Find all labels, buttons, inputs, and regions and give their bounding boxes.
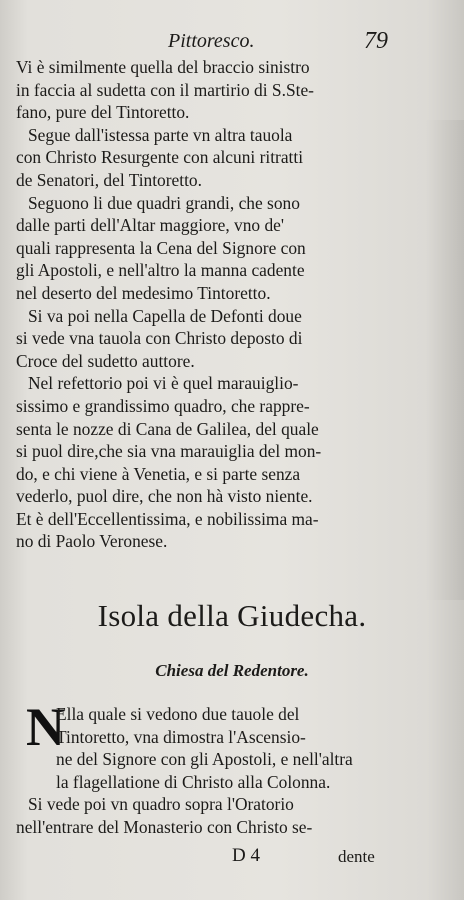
text-line: Ella quale si vedono due tauole del (56, 704, 300, 724)
text-line: in faccia al sudetta con il martirio di S.Ste- (16, 79, 314, 100)
text-line: Et è dell'Eccellentissima, e nobilissima ma- (16, 508, 319, 529)
text-line: con Christo Resurgente con alcuni ritratti (16, 147, 304, 168)
page-number: 79 (364, 28, 388, 54)
text-line: fano, pure del Tintoretto. (16, 102, 190, 123)
drop-cap: N (26, 697, 65, 757)
text-line: Segue dall'istessa parte vn altra tauola (28, 124, 293, 145)
text-line: Tintoretto, vna dimostra l'Ascensio- (56, 726, 306, 747)
text-block-top (16, 56, 428, 553)
text-line: Si va poi nella Capella de Defonti doue (28, 305, 302, 326)
text-line: quali rappresenta la Cena del Signore con (16, 237, 306, 258)
text-line: vederlo, puol dire, che non hà visto niente. (16, 486, 313, 507)
text-line: nell'entrare del Monasterio con Christo se- (16, 816, 313, 837)
text-line: Croce del sudetto auttore. (16, 350, 195, 371)
text-line: de Senatori, del Tintoretto. (16, 169, 202, 190)
text-line: nel deserto del medesimo Tintoretto. (16, 282, 271, 303)
text-line: senta le nozze di Cana de Galilea, del quale (16, 418, 319, 439)
text-line: si puol dire,che sia vna marauiglia del mon- (16, 441, 322, 462)
text-line: Nel refettorio poi vi è quel marauiglio- (28, 373, 299, 394)
subsection-title: Chiesa del Redentore. (155, 661, 309, 680)
catchword: dente (338, 847, 375, 866)
running-head: Pittoresco. (168, 30, 255, 52)
signature-mark: D 4 (232, 845, 260, 866)
section-title: Isola della Giudecha. (97, 598, 367, 633)
text-line: la flagellatione di Christo alla Colonna. (56, 771, 331, 792)
text-line: gli Apostoli, e nell'altro la manna cadente (16, 260, 305, 281)
text-line: Si vede poi vn quadro sopra l'Oratorio (28, 794, 294, 815)
text-line: dalle parti dell'Altar maggiore, vno de' (16, 215, 285, 236)
text-line: no di Paolo Veronese. (16, 531, 168, 552)
text-line: Seguono li due quadri grandi, che sono (28, 192, 300, 213)
text-line: Vi è similmente quella del braccio sinistro (16, 57, 310, 77)
text-line: ne del Signore con gli Apostoli, e nell'altra (56, 749, 353, 770)
bleed-through-shadow (424, 120, 464, 600)
text-line: do, e chi viene à Venetia, e si parte senza (16, 463, 301, 484)
text-line: si vede vna tauola con Christo deposto di (16, 328, 303, 349)
text-block-bottom (16, 697, 428, 839)
page-footer (0, 845, 464, 875)
text-line: sissimo e grandissimo quadro, che rappre- (16, 395, 310, 416)
